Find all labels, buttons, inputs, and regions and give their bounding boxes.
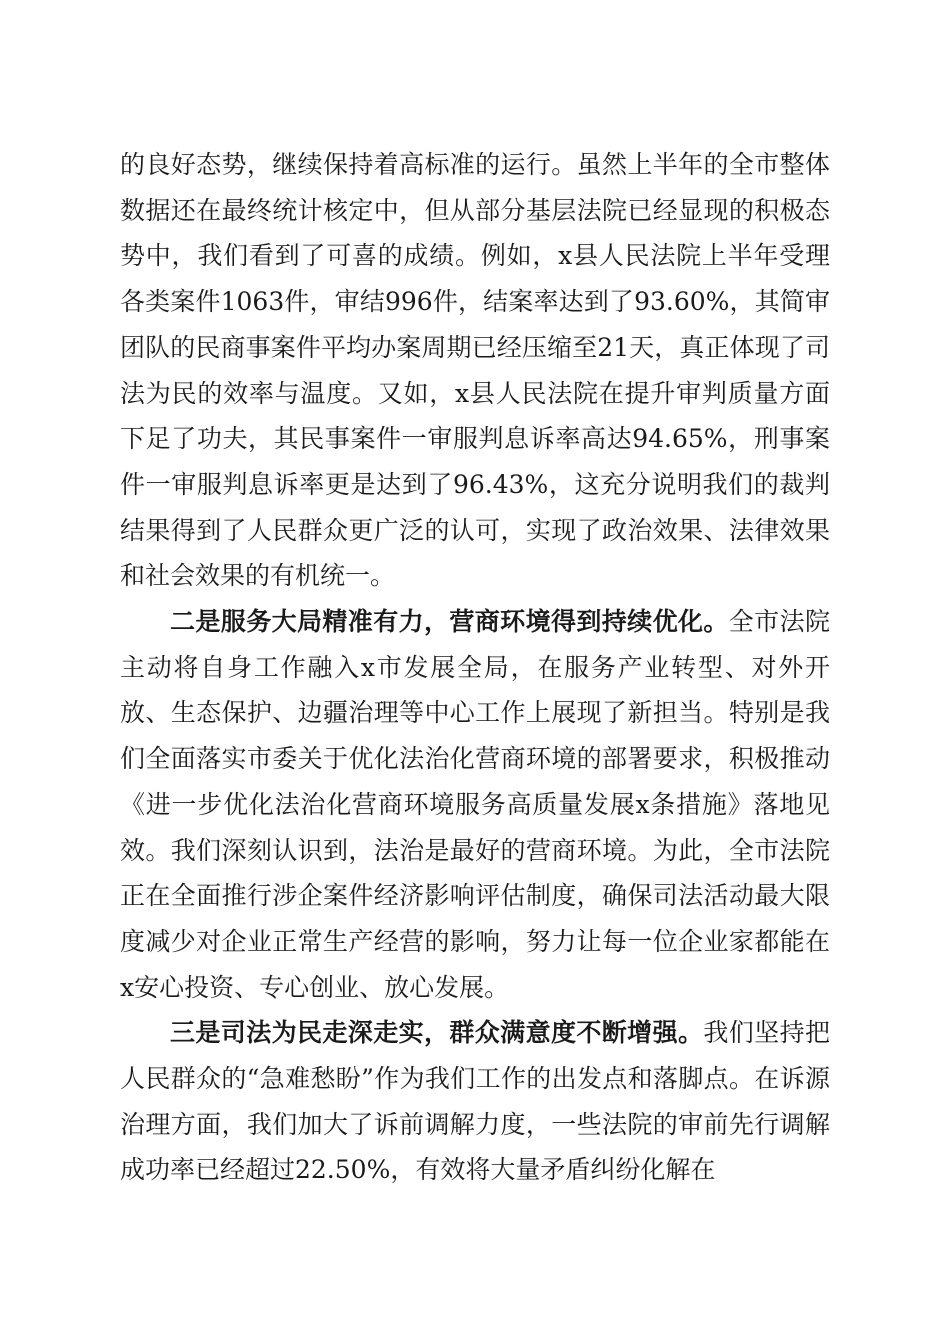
paragraph-heading: 二是服务大局精准有力，营商环境得到持续优化。 xyxy=(170,607,729,637)
paragraph-justice-for-people xyxy=(120,1010,830,1193)
paragraph-continued xyxy=(120,142,830,599)
paragraph-body: 我们坚持把人民群众的“急难愁盼”作为我们工作的出发点和落脚点。在诉源治理方面，我们加大了诉前调解力度，一些法院的审前先行调解成功率已经超过22.50%，有效将大量矛盾纠纷化解在 xyxy=(120,1018,830,1185)
paragraph-body: 的良好态势，继续保持着高标准的运行。虽然上半年的全市整体数据还在最终统计核定中，但从部分基层法院已经显现的积极态势中，我们看到了可喜的成绩。例如，x县人民法院上半年受理各类案件1063件，审结996件，结案率达到了93.60%，其简审团队的民商事案件平均办案周期已经压缩至21天，真正体现了司法为民的效率与温度。又如，x县人民法院在提升审判质量方面下足了功夫，其民事案件一审服判息诉率高达94.65%，刑事案件一审服判息诉率更是达到了96.43%，这充分说明我们的裁判结果得到了人民群众更广泛的认可，实现了政治效果、法律效果和社会效果的有机统一。 xyxy=(120,150,830,591)
paragraph-body: 全市法院主动将自身工作融入x市发展全局，在服务产业转型、对外开放、生态保护、边疆治理等中心工作上展现了新担当。特别是我们全面落实市委关于优化法治化营商环境的部署要求，积极推动《进一步优化法治化营商环境服务高质量发展x条措施》落地见效。我们深刻认识到，法治是最好的营商环境。为此，全市法院正在全面推行涉企案件经济影响评估制度，确保司法活动最大限度减少对企业正常生产经营的影响，努力让每一位企业家都能在x安心投资、专心创业、放心发展。 xyxy=(120,607,830,1002)
document-body xyxy=(120,142,830,1193)
paragraph-heading: 三是司法为民走深走实，群众满意度不断增强。 xyxy=(170,1018,704,1048)
paragraph-service-overall xyxy=(120,599,830,1010)
